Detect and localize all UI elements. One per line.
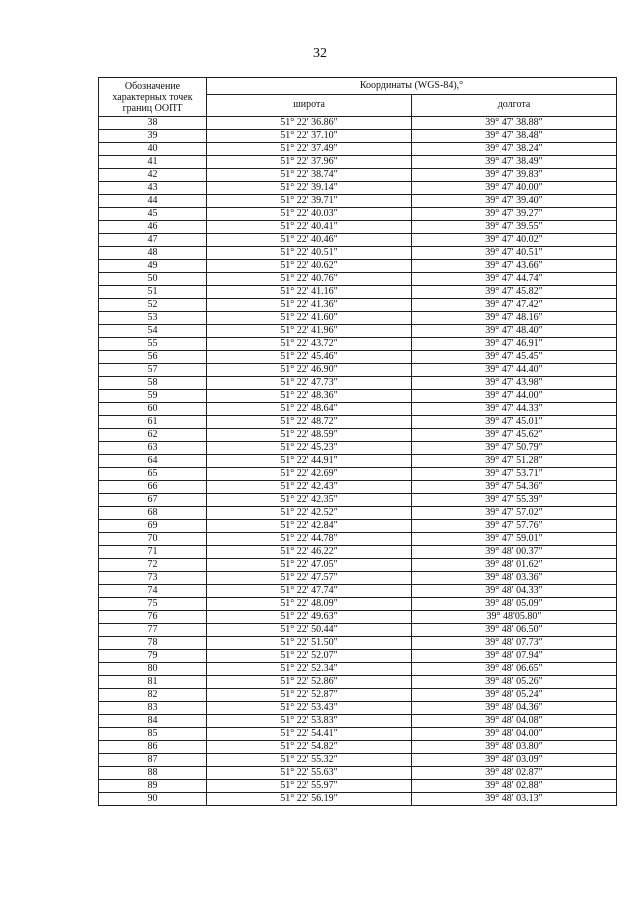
longitude-cell: 39° 48' 03.13" [412, 793, 617, 806]
latitude-cell: 51° 22' 42.43" [207, 481, 412, 494]
longitude-cell: 39° 47' 53.71" [412, 468, 617, 481]
latitude-cell: 51° 22' 49.63" [207, 611, 412, 624]
latitude-header: широта [207, 94, 412, 116]
table-row [99, 390, 617, 403]
point-id-cell: 61 [99, 416, 207, 429]
point-label-header: Обозначение характерных точек границ ООПТ [99, 78, 207, 117]
longitude-cell: 39° 47' 38.48" [412, 130, 617, 143]
longitude-cell: 39° 48' 03.80" [412, 741, 617, 754]
page-number: 32 [313, 46, 327, 61]
longitude-cell: 39° 48' 07.94" [412, 650, 617, 663]
point-id-cell: 89 [99, 780, 207, 793]
longitude-cell: 39° 47' 39.40" [412, 195, 617, 208]
point-id-cell: 39 [99, 130, 207, 143]
point-id-cell: 57 [99, 364, 207, 377]
point-id-cell: 80 [99, 663, 207, 676]
latitude-cell: 51° 22' 40.76" [207, 273, 412, 286]
point-id-cell: 73 [99, 572, 207, 585]
latitude-cell: 51° 22' 40.46" [207, 234, 412, 247]
latitude-cell: 51° 22' 42.35" [207, 494, 412, 507]
point-id-cell: 60 [99, 403, 207, 416]
table-row [99, 533, 617, 546]
table-row [99, 494, 617, 507]
point-id-cell: 81 [99, 676, 207, 689]
longitude-cell: 39° 48' 07.73" [412, 637, 617, 650]
latitude-cell: 51° 22' 54.82" [207, 741, 412, 754]
table-row [99, 312, 617, 325]
table-row [99, 650, 617, 663]
latitude-cell: 51° 22' 42.52" [207, 507, 412, 520]
longitude-cell: 39° 47' 48.40" [412, 325, 617, 338]
latitude-cell: 51° 22' 47.73" [207, 377, 412, 390]
point-id-cell: 53 [99, 312, 207, 325]
point-id-cell: 49 [99, 260, 207, 273]
table-row [99, 247, 617, 260]
point-id-cell: 69 [99, 520, 207, 533]
longitude-cell: 39° 47' 55.39" [412, 494, 617, 507]
table-row [99, 637, 617, 650]
latitude-cell: 51° 22' 39.71" [207, 195, 412, 208]
latitude-cell: 51° 22' 41.60" [207, 312, 412, 325]
table-row [99, 416, 617, 429]
longitude-cell: 39° 48' 03.36" [412, 572, 617, 585]
table-row [99, 195, 617, 208]
table-row [99, 377, 617, 390]
table-row [99, 182, 617, 195]
latitude-cell: 51° 22' 42.69" [207, 468, 412, 481]
point-id-cell: 87 [99, 754, 207, 767]
latitude-cell: 51° 22' 38.74" [207, 169, 412, 182]
latitude-cell: 51° 22' 45.23" [207, 442, 412, 455]
latitude-cell: 51° 22' 40.41" [207, 221, 412, 234]
latitude-cell: 51° 22' 52.07" [207, 650, 412, 663]
table-row [99, 520, 617, 533]
longitude-cell: 39° 47' 44.00" [412, 390, 617, 403]
latitude-cell: 51° 22' 48.36" [207, 390, 412, 403]
table-row [99, 663, 617, 676]
point-id-cell: 90 [99, 793, 207, 806]
longitude-header: долгота [412, 94, 617, 116]
point-id-cell: 63 [99, 442, 207, 455]
longitude-cell: 39° 48' 03.09" [412, 754, 617, 767]
table-row [99, 325, 617, 338]
table-row [99, 455, 617, 468]
latitude-cell: 51° 22' 50.44" [207, 624, 412, 637]
latitude-cell: 51° 22' 55.97" [207, 780, 412, 793]
latitude-cell: 51° 22' 46.90" [207, 364, 412, 377]
coordinates-table [98, 77, 617, 806]
table-row [99, 208, 617, 221]
latitude-cell: 51° 22' 53.43" [207, 702, 412, 715]
longitude-cell: 39° 48' 04.36" [412, 702, 617, 715]
point-id-cell: 46 [99, 221, 207, 234]
table-row [99, 754, 617, 767]
latitude-cell: 51° 22' 54.41" [207, 728, 412, 741]
table-header [99, 78, 617, 117]
latitude-cell: 51° 22' 46.22" [207, 546, 412, 559]
point-id-cell: 50 [99, 273, 207, 286]
point-id-cell: 59 [99, 390, 207, 403]
longitude-cell: 39° 47' 44.40" [412, 364, 617, 377]
longitude-cell: 39° 47' 40.00" [412, 182, 617, 195]
latitude-cell: 51° 22' 47.05" [207, 559, 412, 572]
longitude-cell: 39° 48' 04.00" [412, 728, 617, 741]
latitude-cell: 51° 22' 43.72" [207, 338, 412, 351]
longitude-cell: 39° 47' 43.98" [412, 377, 617, 390]
point-id-cell: 75 [99, 598, 207, 611]
point-id-cell: 76 [99, 611, 207, 624]
table-row [99, 221, 617, 234]
latitude-cell: 51° 22' 45.46" [207, 351, 412, 364]
point-id-cell: 55 [99, 338, 207, 351]
point-id-cell: 64 [99, 455, 207, 468]
longitude-cell: 39° 48' 05.24" [412, 689, 617, 702]
latitude-cell: 51° 22' 40.62" [207, 260, 412, 273]
table-row [99, 715, 617, 728]
latitude-cell: 51° 22' 47.57" [207, 572, 412, 585]
latitude-cell: 51° 22' 48.59" [207, 429, 412, 442]
latitude-cell: 51° 22' 41.96" [207, 325, 412, 338]
longitude-cell: 39° 47' 39.55" [412, 221, 617, 234]
point-id-cell: 67 [99, 494, 207, 507]
latitude-cell: 51° 22' 47.74" [207, 585, 412, 598]
longitude-cell: 39° 47' 39.27" [412, 208, 617, 221]
point-id-cell: 77 [99, 624, 207, 637]
point-id-cell: 85 [99, 728, 207, 741]
table-row [99, 741, 617, 754]
longitude-cell: 39° 48' 06.50" [412, 624, 617, 637]
table-row [99, 364, 617, 377]
longitude-cell: 39° 48' 05.26" [412, 676, 617, 689]
longitude-cell: 39° 47' 38.24" [412, 143, 617, 156]
point-id-cell: 82 [99, 689, 207, 702]
point-id-cell: 84 [99, 715, 207, 728]
latitude-cell: 51° 22' 52.86" [207, 676, 412, 689]
point-id-cell: 40 [99, 143, 207, 156]
point-id-cell: 41 [99, 156, 207, 169]
table-row [99, 767, 617, 780]
point-id-cell: 44 [99, 195, 207, 208]
point-id-cell: 62 [99, 429, 207, 442]
latitude-cell: 51° 22' 39.14" [207, 182, 412, 195]
point-id-cell: 71 [99, 546, 207, 559]
coordinates-group-header: Координаты (WGS-84),° [207, 78, 617, 95]
longitude-cell: 39° 47' 39.83" [412, 169, 617, 182]
table-row [99, 702, 617, 715]
point-id-cell: 72 [99, 559, 207, 572]
latitude-cell: 51° 22' 48.09" [207, 598, 412, 611]
table-row [99, 676, 617, 689]
longitude-cell: 39° 47' 45.82" [412, 286, 617, 299]
point-id-cell: 48 [99, 247, 207, 260]
point-id-cell: 68 [99, 507, 207, 520]
longitude-cell: 39° 47' 44.33" [412, 403, 617, 416]
latitude-cell: 51° 22' 40.03" [207, 208, 412, 221]
table-row [99, 351, 617, 364]
point-id-cell: 58 [99, 377, 207, 390]
longitude-cell: 39° 48' 02.87" [412, 767, 617, 780]
point-id-cell: 86 [99, 741, 207, 754]
longitude-cell: 39° 47' 45.45" [412, 351, 617, 364]
latitude-cell: 51° 22' 37.49" [207, 143, 412, 156]
latitude-cell: 51° 22' 37.10" [207, 130, 412, 143]
table-row [99, 260, 617, 273]
latitude-cell: 51° 22' 56.19" [207, 793, 412, 806]
table-row [99, 481, 617, 494]
table-row [99, 338, 617, 351]
point-id-cell: 74 [99, 585, 207, 598]
longitude-cell: 39° 47' 40.02" [412, 234, 617, 247]
table-row [99, 442, 617, 455]
table-row [99, 793, 617, 806]
table-row [99, 169, 617, 182]
table-row [99, 156, 617, 169]
longitude-cell: 39° 47' 40.51" [412, 247, 617, 260]
longitude-cell: 39° 48' 02.88" [412, 780, 617, 793]
table-row [99, 507, 617, 520]
latitude-cell: 51° 22' 44.91" [207, 455, 412, 468]
point-id-cell: 65 [99, 468, 207, 481]
table-row [99, 130, 617, 143]
table-row [99, 559, 617, 572]
point-id-cell: 43 [99, 182, 207, 195]
longitude-cell: 39° 48'05.80" [412, 611, 617, 624]
point-id-cell: 52 [99, 299, 207, 312]
longitude-cell: 39° 47' 46.91" [412, 338, 617, 351]
longitude-cell: 39° 48' 00.37" [412, 546, 617, 559]
table-row [99, 286, 617, 299]
latitude-cell: 51° 22' 52.87" [207, 689, 412, 702]
longitude-cell: 39° 47' 57.76" [412, 520, 617, 533]
table-row [99, 611, 617, 624]
longitude-cell: 39° 48' 04.08" [412, 715, 617, 728]
longitude-cell: 39° 47' 59.01" [412, 533, 617, 546]
latitude-cell: 51° 22' 41.36" [207, 299, 412, 312]
point-id-cell: 38 [99, 117, 207, 130]
table-row [99, 598, 617, 611]
table-row [99, 403, 617, 416]
latitude-cell: 51° 22' 48.72" [207, 416, 412, 429]
longitude-cell: 39° 47' 54.36" [412, 481, 617, 494]
table-row [99, 728, 617, 741]
latitude-cell: 51° 22' 53.83" [207, 715, 412, 728]
latitude-cell: 51° 22' 52.34" [207, 663, 412, 676]
point-id-cell: 79 [99, 650, 207, 663]
longitude-cell: 39° 47' 38.49" [412, 156, 617, 169]
longitude-cell: 39° 47' 38.88" [412, 117, 617, 130]
table-row [99, 234, 617, 247]
point-id-cell: 56 [99, 351, 207, 364]
longitude-cell: 39° 47' 51.28" [412, 455, 617, 468]
table-row [99, 546, 617, 559]
table-row [99, 780, 617, 793]
table-row [99, 117, 617, 130]
point-id-cell: 51 [99, 286, 207, 299]
latitude-cell: 51° 22' 44.78" [207, 533, 412, 546]
longitude-cell: 39° 47' 45.62" [412, 429, 617, 442]
longitude-cell: 39° 47' 50.79" [412, 442, 617, 455]
longitude-cell: 39° 47' 57.02" [412, 507, 617, 520]
latitude-cell: 51° 22' 55.63" [207, 767, 412, 780]
table-row [99, 143, 617, 156]
longitude-cell: 39° 48' 04.33" [412, 585, 617, 598]
table-body [99, 117, 617, 806]
table-row [99, 468, 617, 481]
longitude-cell: 39° 47' 45.01" [412, 416, 617, 429]
table-row [99, 572, 617, 585]
longitude-cell: 39° 47' 43.66" [412, 260, 617, 273]
table-row [99, 585, 617, 598]
point-id-cell: 70 [99, 533, 207, 546]
longitude-cell: 39° 48' 05.09" [412, 598, 617, 611]
table-row [99, 299, 617, 312]
latitude-cell: 51° 22' 51.50" [207, 637, 412, 650]
point-id-cell: 54 [99, 325, 207, 338]
point-id-cell: 83 [99, 702, 207, 715]
table-row [99, 273, 617, 286]
point-id-cell: 47 [99, 234, 207, 247]
latitude-cell: 51° 22' 42.84" [207, 520, 412, 533]
longitude-cell: 39° 47' 47.42" [412, 299, 617, 312]
latitude-cell: 51° 22' 40.51" [207, 247, 412, 260]
point-id-cell: 88 [99, 767, 207, 780]
latitude-cell: 51° 22' 36.86" [207, 117, 412, 130]
latitude-cell: 51° 22' 55.32" [207, 754, 412, 767]
longitude-cell: 39° 47' 44.74" [412, 273, 617, 286]
table-row [99, 624, 617, 637]
point-id-cell: 42 [99, 169, 207, 182]
longitude-cell: 39° 48' 01.62" [412, 559, 617, 572]
latitude-cell: 51° 22' 41.16" [207, 286, 412, 299]
table-row [99, 689, 617, 702]
latitude-cell: 51° 22' 37.96" [207, 156, 412, 169]
point-id-cell: 78 [99, 637, 207, 650]
longitude-cell: 39° 48' 06.65" [412, 663, 617, 676]
table-row [99, 429, 617, 442]
latitude-cell: 51° 22' 48.64" [207, 403, 412, 416]
point-id-cell: 45 [99, 208, 207, 221]
point-id-cell: 66 [99, 481, 207, 494]
longitude-cell: 39° 47' 48.16" [412, 312, 617, 325]
